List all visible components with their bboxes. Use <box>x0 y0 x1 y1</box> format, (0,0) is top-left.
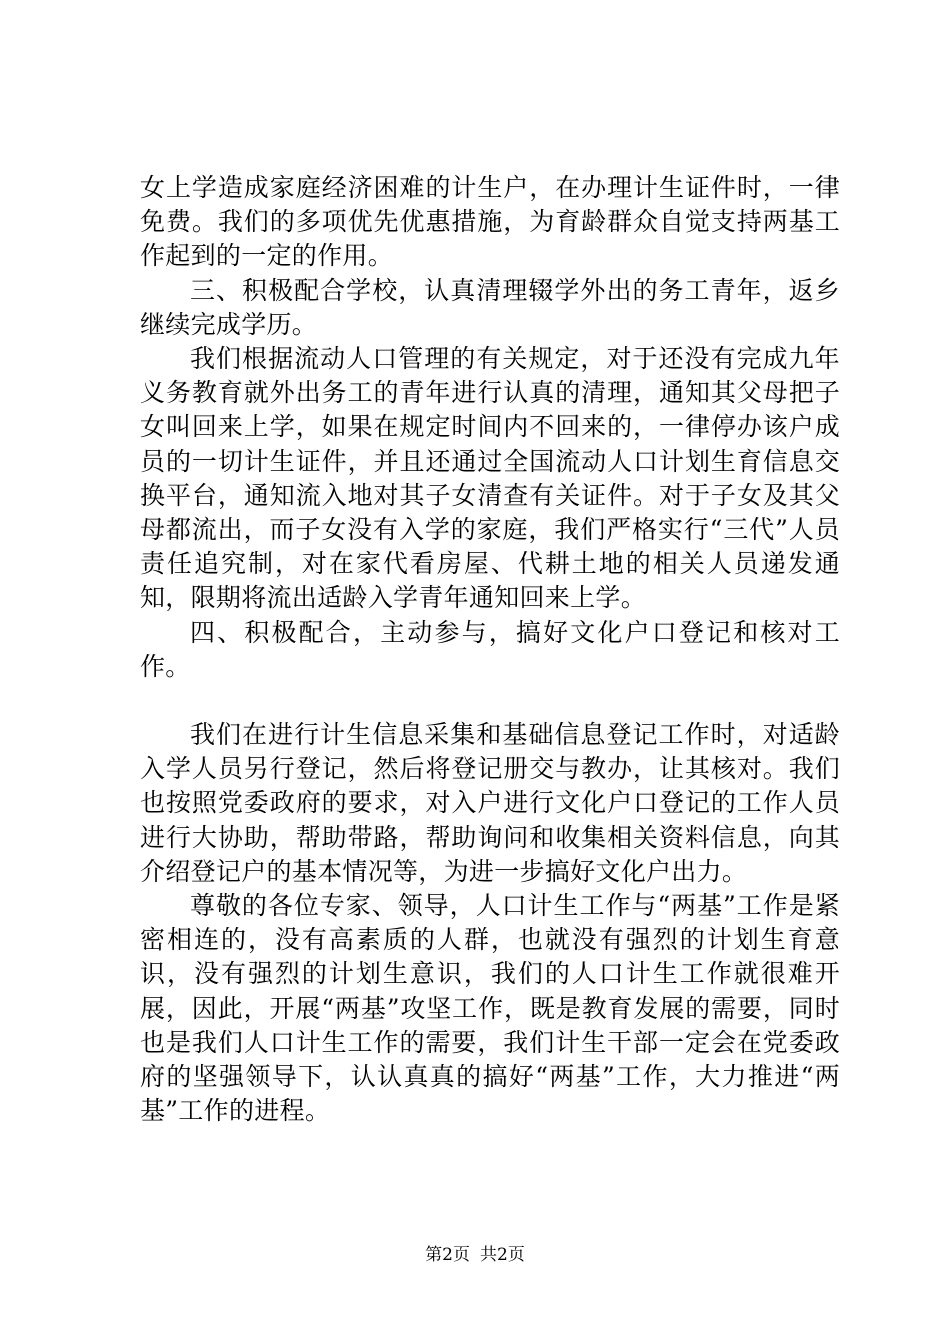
section-heading-four: 四、积极配合，主动参与，搞好文化户口登记和核对工作。 <box>140 617 840 681</box>
paragraph-conclusion: 尊敬的各位专家、领导，人口计生工作与“两基”工作是紧密相连的，没有高素质的人群，也就没有强烈的计划生育意识，没有强烈的计划生意识，我们的人口计生工作就很难开展，因此，开展“两基”攻坚工作，既是教育发展的需要，同时也是我们人口计生工作的需要，我们计生干部一定会在党委政府的坚强领导下，认认真真的搞好“两基”工作，大力推进“两基”工作的进程。 <box>140 891 840 1126</box>
section-heading-three: 三、积极配合学校，认真清理辍学外出的务工青年，返乡继续完成学历。 <box>140 275 840 339</box>
page-total: 共2页 <box>480 1245 525 1265</box>
paragraph-registration: 我们在进行计生信息采集和基础信息登记工作时，对适龄入学人员另行登记，然后将登记册交与教办，让其核对。我们也按照党委政府的要求，对入户进行文化户口登记的工作人员进行大协助，帮助带路，帮助询问和收集相关资料信息，向其介绍登记户的基本情况等，为进一步搞好文化户出力。 <box>140 720 840 886</box>
paragraph-continuation: 女上学造成家庭经济困难的计生户，在办理计生证件时，一律免费。我们的多项优先优惠措施，为育龄群众自觉支持两基工作起到的一定的作用。 <box>140 173 840 271</box>
page-number: 第2页 <box>425 1245 470 1265</box>
page-footer <box>0 1244 950 1266</box>
paragraph-dropout-youth: 我们根据流动人口管理的有关规定，对于还没有完成九年义务教育就外出务工的青年进行认真的清理，通知其父母把子女叫回来上学，如果在规定时间内不回来的，一律停办该户成员的一切计生证件，并且还通过全国流动人口计划生育信息交换平台，通知流入地对其子女清查有关证件。对于子女及其父母都流出，而子女没有入学的家庭，我们严格实行“三代”人员责任追究制，对在家代看房屋、代耕土地的相关人员递发通知，限期将流出适龄入学青年通知回来上学。 <box>140 344 840 613</box>
document-body <box>140 171 840 1128</box>
